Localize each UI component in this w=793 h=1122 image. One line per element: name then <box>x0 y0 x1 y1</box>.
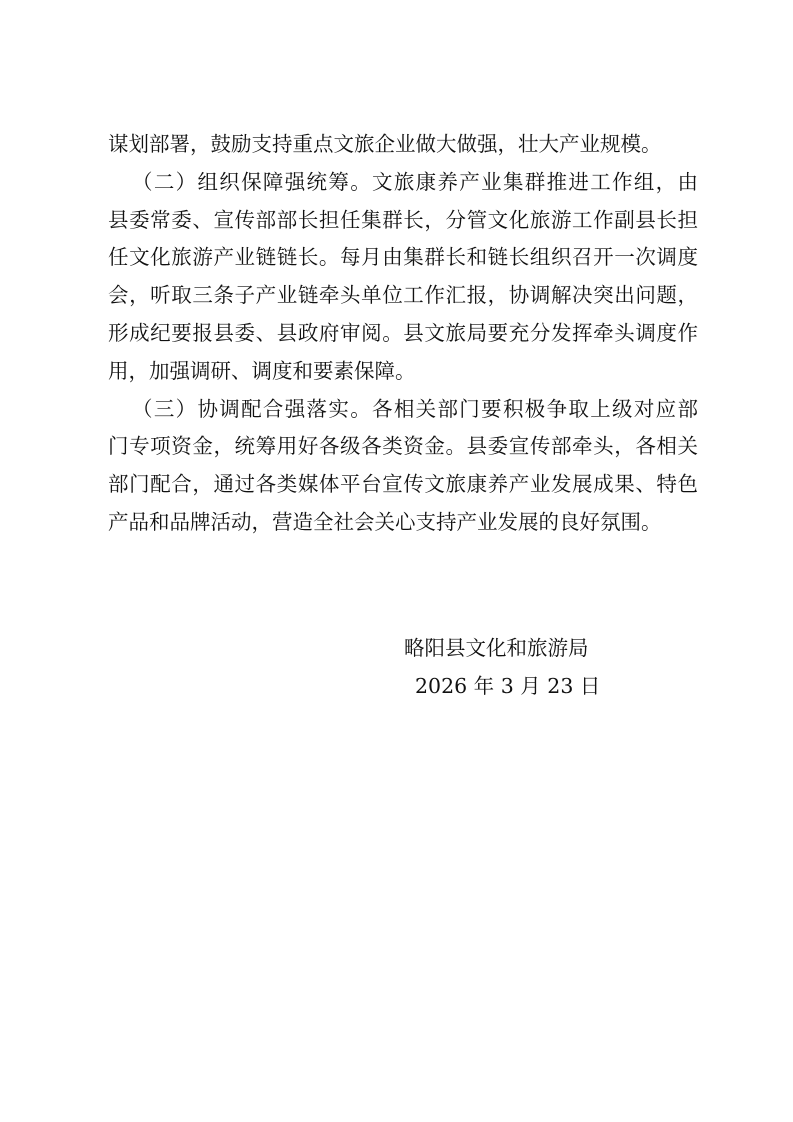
paragraph-line: 部门配合，通过各类媒体平台宣传文旅康养产业发展成果、特色 <box>108 472 698 497</box>
paragraph-1 <box>108 126 698 164</box>
paragraph-line: （二）组织保障强统筹。文旅康养产业集群推进工作组，由 <box>132 169 698 194</box>
paragraph-line: 任文化旅游产业链链长。每月由集群长和链长组织召开一次调度 <box>108 245 698 270</box>
signature-block <box>404 630 600 706</box>
paragraph-line: 产品和品牌活动，营造全社会关心支持产业发展的良好氛围。 <box>108 509 662 534</box>
paragraph-line: 县委常委、宣传部部长担任集群长，分管文化旅游工作副县长担 <box>108 207 698 232</box>
paragraph-line: （三）协调配合强落实。各相关部门要积极争取上级对应部 <box>132 396 698 421</box>
paragraph-line: 会，听取三条子产业链牵头单位工作汇报，协调解决突出问题， <box>108 283 698 308</box>
signature-date: 2026 年 3 月 23 日 <box>415 673 601 698</box>
signature-organization: 略阳县文化和旅游局 <box>404 636 589 660</box>
paragraph-line: 门专项资金，统筹用好各级各类资金。县委宣传部牵头，各相关 <box>108 434 698 459</box>
paragraph-line: 形成纪要报县委、县政府审阅。县文旅局要充分发挥牵头调度作 <box>108 320 698 345</box>
paragraph-line: 用，加强调研、调度和要素保障。 <box>108 358 416 383</box>
document-body <box>108 126 698 542</box>
paragraph-3 <box>108 391 698 542</box>
paragraph-line: 谋划部署，鼓励支持重点文旅企业做大做强，壮大产业规模。 <box>108 132 662 156</box>
paragraph-2 <box>108 164 698 391</box>
